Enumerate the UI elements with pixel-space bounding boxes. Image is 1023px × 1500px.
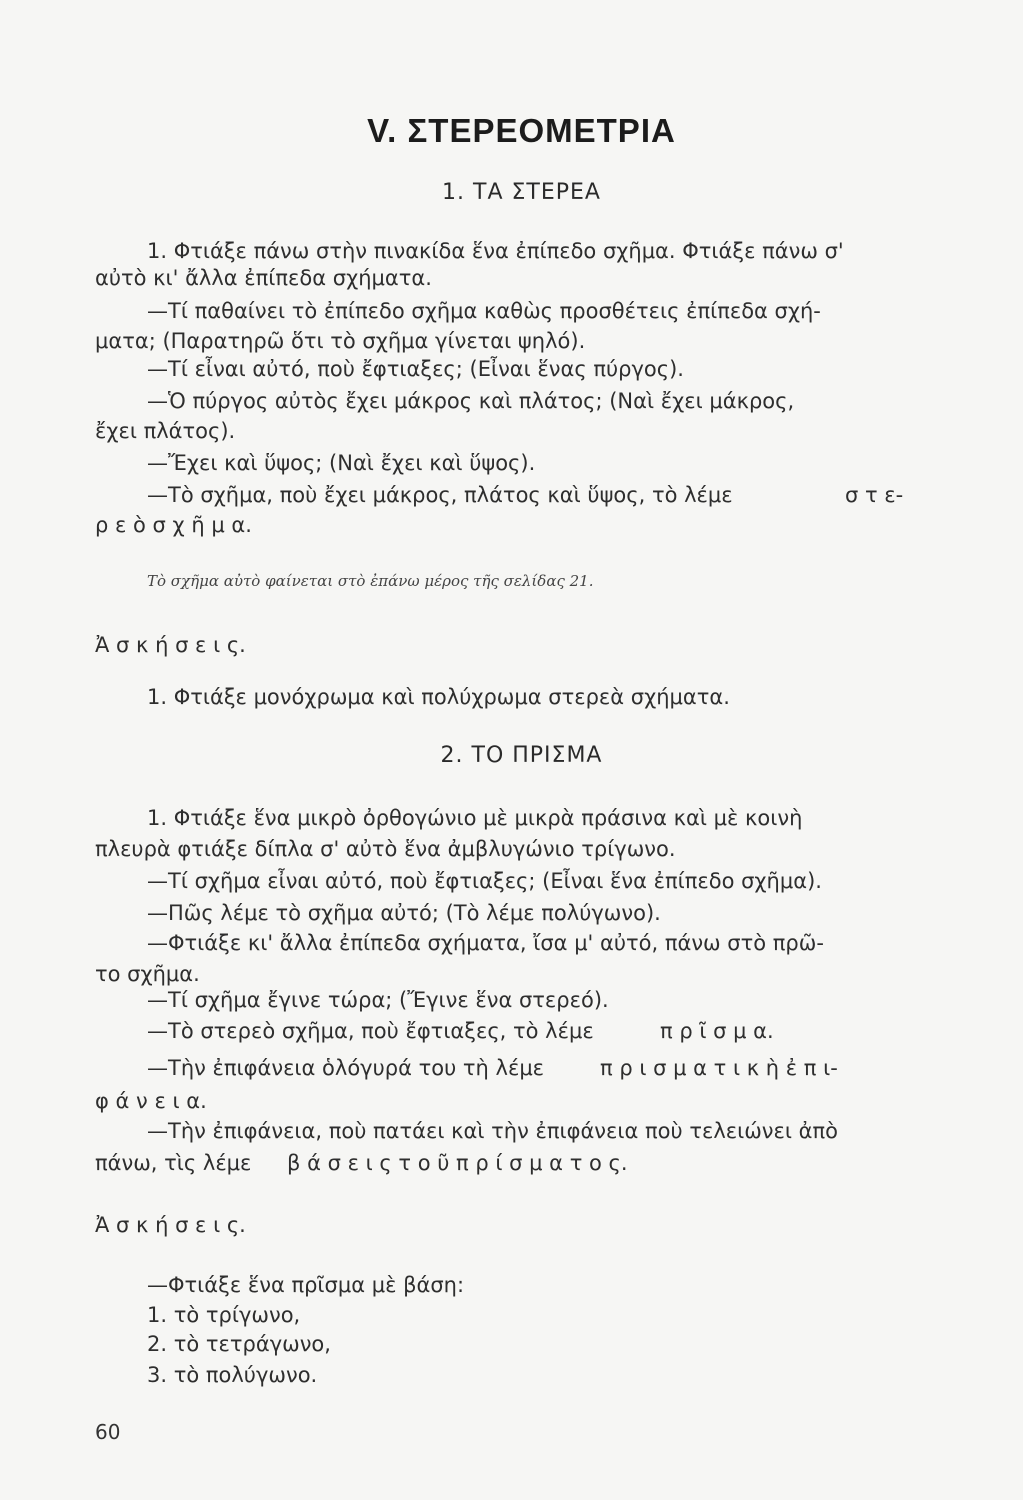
- figure-caption: Τὸ σχῆμα αὐτὸ φαίνεται στὸ ἐπάνω μέρος τῆς σελίδας 21.: [147, 572, 594, 590]
- paragraph-line: —Τὸ σχῆμα, ποὺ ἔχει μάκρος, πλάτος καὶ ὕψος, τὸ λέμε: [147, 483, 733, 507]
- exercise-item: 3. τὸ πολύγωνο.: [147, 1363, 318, 1387]
- paragraph-line: —Ἔχει καὶ ὕψος; (Ναὶ ἔχει καὶ ὕψος).: [147, 451, 536, 475]
- section-title-prism: 2. ΤΟ ΠΡΙΣΜΑ: [440, 743, 603, 768]
- section-title-solids: 1. ΤΑ ΣΤΕΡΕΑ: [442, 180, 601, 205]
- paragraph-line: —Τὴν ἐπιφάνεια, ποὺ πατάει καὶ τὴν ἐπιφάνεια ποὺ τελειώνει ἀπὸ: [147, 1119, 838, 1143]
- exercise-item: 1. Φτιάξε μονόχρωμα καὶ πολύχρωμα στερεὰ σχήματα.: [147, 685, 730, 709]
- paragraph-line: —Τί σχῆμα εἶναι αὐτό, ποὺ ἔφτιαξες; (Εἶναι ἕνα ἐπίπεδο σχῆμα).: [147, 869, 822, 893]
- spaced-term: π ρ ι σ μ α τ ι κ ὴ ἐ π ι-: [600, 1056, 838, 1080]
- spaced-term: π ρ ῖ σ μ α.: [660, 1019, 774, 1043]
- paragraph-line: —Τί παθαίνει τὸ ἐπίπεδο σχῆμα καθὼς προσθέτεις ἐπίπεδα σχή-: [147, 299, 821, 323]
- paragraph-line: —Ὁ πύργος αὐτὸς ἔχει μάκρος καὶ πλάτος; (Ναὶ ἔχει μάκρος,: [147, 389, 795, 413]
- paragraph-line: —Πῶς λέμε τὸ σχῆμα αὐτό; (Τὸ λέμε πολύγωνο).: [147, 901, 661, 925]
- paragraph-line: πάνω, τὶς λέμε: [95, 1151, 252, 1175]
- spaced-term: β ά σ ε ι ς τ ο ῦ π ρ ί σ μ α τ ο ς.: [287, 1151, 628, 1175]
- page-number: 60: [95, 1420, 121, 1444]
- exercise-intro: —Φτιάξε ἕνα πρῖσμα μὲ βάση:: [147, 1273, 465, 1297]
- paragraph-line: —Τὸ στερεὸ σχῆμα, ποὺ ἔφτιαξες, τὸ λέμε: [147, 1019, 594, 1043]
- chapter-title: V. ΣΤΕΡΕΟΜΕΤΡΙΑ: [367, 112, 676, 149]
- paragraph-line: το σχῆμα.: [95, 962, 200, 986]
- paragraph-line: —Τί εἶναι αὐτό, ποὺ ἔφτιαξες; (Εἶναι ἕνας πύργος).: [147, 357, 684, 381]
- paragraph-line: 1. Φτιάξε ἕνα μικρὸ ὀρθογώνιο μὲ μικρὰ πράσινα καὶ μὲ κοινὴ: [147, 806, 803, 830]
- spaced-term: φ ά ν ε ι α.: [95, 1089, 207, 1113]
- paragraph-line: 1. Φτιάξε πάνω στὴν πινακίδα ἕνα ἐπίπεδο σχῆμα. Φτιάξε πάνω σ': [147, 239, 844, 263]
- paragraph-line: —Τὴν ἐπιφάνεια ὁλόγυρά του τὴ λέμε: [147, 1056, 545, 1080]
- paragraph-line: ἔχει πλάτος).: [95, 419, 236, 443]
- exercises-heading: Ἀ σ κ ή σ ε ι ς.: [95, 1213, 246, 1237]
- exercise-item: 1. τὸ τρίγωνο,: [147, 1303, 301, 1327]
- spaced-term: ρ ε ὸ σ χ ῆ μ α.: [95, 513, 252, 537]
- paragraph-line: —Τί σχῆμα ἔγινε τώρα; (Ἔγινε ἕνα στερεό).: [147, 988, 609, 1012]
- paragraph-line: ματα; (Παρατηρῶ ὅτι τὸ σχῆμα γίνεται ψηλό).: [95, 329, 586, 353]
- spaced-term: σ τ ε-: [845, 483, 904, 507]
- paragraph-line: πλευρὰ φτιάξε δίπλα σ' αὐτὸ ἕνα ἀμβλυγώνιο τρίγωνο.: [95, 837, 676, 861]
- exercises-heading: Ἀ σ κ ή σ ε ι ς.: [95, 633, 246, 657]
- exercise-item: 2. τὸ τετράγωνο,: [147, 1332, 331, 1356]
- paragraph-line: αὐτὸ κι' ἄλλα ἐπίπεδα σχήματα.: [95, 266, 432, 290]
- paragraph-line: —Φτιάξε κι' ἄλλα ἐπίπεδα σχήματα, ἴσα μ' αὐτό, πάνω στὸ πρῶ-: [147, 931, 824, 955]
